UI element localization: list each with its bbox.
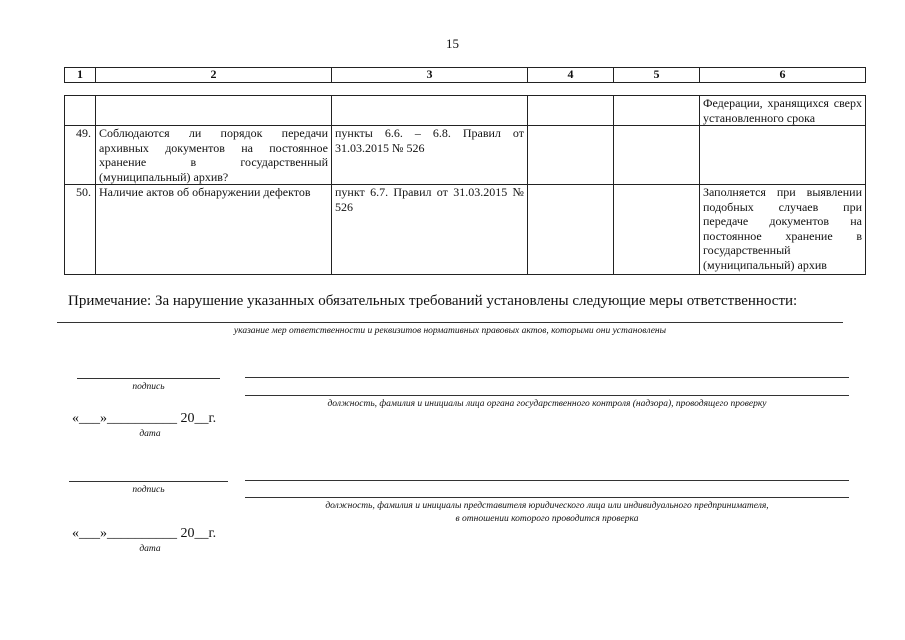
row-cell-4 xyxy=(528,185,614,275)
row-cell-5 xyxy=(614,96,700,126)
inspector-line-2 xyxy=(245,395,849,396)
signature-caption: подпись xyxy=(132,485,165,495)
row-cell-4 xyxy=(528,96,614,126)
table-row xyxy=(65,126,866,185)
row-basis xyxy=(332,96,528,126)
checklist-table xyxy=(64,95,866,275)
row-note xyxy=(700,126,866,185)
header-col-3: 3 xyxy=(332,68,528,83)
header-col-5: 5 xyxy=(614,68,700,83)
date-caption: дата xyxy=(139,544,161,554)
row-question xyxy=(96,96,332,126)
table-row xyxy=(65,96,866,126)
signature-line xyxy=(69,481,228,482)
inspector-line xyxy=(245,377,849,378)
row-basis: пункт 6.7. Правил от 31.03.2015 № 526 xyxy=(332,185,528,275)
header-col-2: 2 xyxy=(96,68,332,83)
row-basis: пункты 6.6. – 6.8. Правил от 31.03.2015 № 526 xyxy=(332,126,528,185)
row-question: Наличие актов об обнаружении дефектов xyxy=(96,185,332,275)
date-caption: дата xyxy=(139,429,161,439)
inspector-caption: должность, фамилия и инициалы лица органа государственного контроля (надзора), проводящего проверку xyxy=(327,399,767,409)
representative-caption: должность, фамилия и инициалы представителя юридического лица или индивидуального предпринимателя, xyxy=(325,501,769,511)
measures-line xyxy=(57,322,843,323)
header-col-6: 6 xyxy=(700,68,866,83)
header-col-4: 4 xyxy=(528,68,614,83)
signature-caption: подпись xyxy=(132,382,165,392)
page-number: 15 xyxy=(446,36,459,51)
signature-line xyxy=(77,378,220,379)
measures-caption: указание мер ответственности и реквизитов нормативных правовых актов, которыми они установлены xyxy=(233,326,667,336)
date-field: «___»__________ 20__г. xyxy=(72,526,217,541)
representative-line xyxy=(245,480,849,481)
row-note: Заполняется при выявлении подобных случаев при передаче документов на постоянное хранение в государственный (муниципальный) архив xyxy=(700,185,866,275)
table-row xyxy=(65,185,866,275)
row-number xyxy=(65,96,96,126)
row-number: 50. xyxy=(65,185,96,275)
row-cell-5 xyxy=(614,126,700,185)
date-field: «___»__________ 20__г. xyxy=(72,411,217,426)
representative-caption-2: в отношении которого проводится проверка xyxy=(455,514,639,524)
header-col-1: 1 xyxy=(65,68,96,83)
row-number: 49. xyxy=(65,126,96,185)
row-question: Соблюдаются ли порядок передачи архивных документов на постоянное хранение в государственный (муниципальный) архив? xyxy=(96,126,332,185)
row-note: Федерации, хранящихся сверх установленного срока xyxy=(700,96,866,126)
row-cell-5 xyxy=(614,185,700,275)
table-header xyxy=(64,67,866,83)
row-cell-4 xyxy=(528,126,614,185)
representative-line-2 xyxy=(245,497,849,498)
responsibility-note: Примечание: За нарушение указанных обязательных требований установлены следующие меры ответственности: xyxy=(68,293,798,309)
